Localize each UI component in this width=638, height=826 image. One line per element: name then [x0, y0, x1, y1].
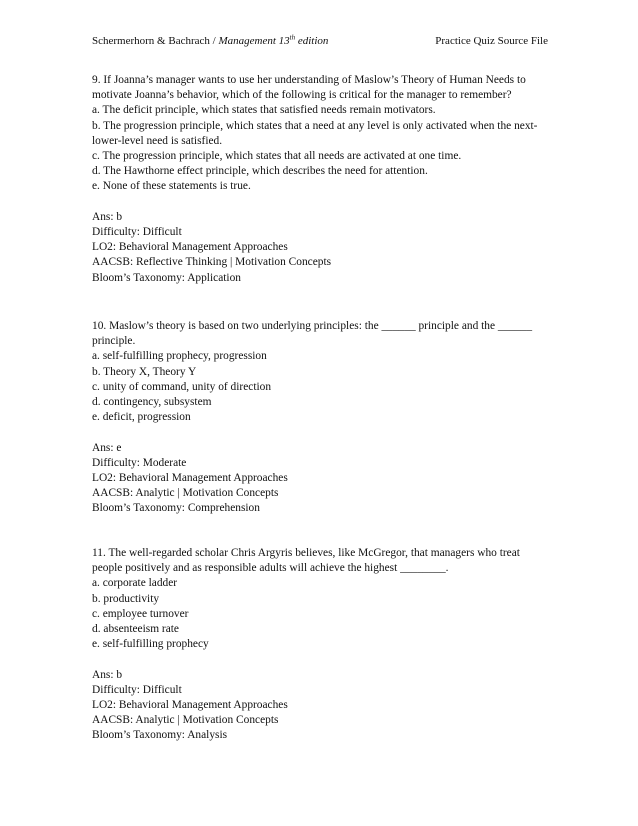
answer-option: a. corporate ladder [92, 577, 178, 590]
bloom-taxonomy: Bloom’s Taxonomy: Application [92, 271, 241, 284]
spacer [92, 425, 552, 440]
answer-option: d. The Hawthorne effect principle, which describes the need for attention. [92, 165, 428, 178]
question-stem-line: motivate Joanna’s behavior, which of the following is critical for the manager to remember? [92, 89, 512, 102]
answer-option: lower-level need is satisfied. [92, 134, 223, 147]
answer-option: d. contingency, subsystem [92, 396, 212, 409]
question-stem-line: 11. The well-regarded scholar Chris Argyris believes, like McGregor, that managers who treat [92, 547, 520, 559]
bloom-taxonomy: Bloom’s Taxonomy: Comprehension [92, 502, 260, 515]
header-book-name [218, 35, 328, 47]
header-book-title-text: Management 13 [218, 35, 290, 47]
answer-key: Ans: e [92, 441, 122, 454]
difficulty-label: Difficulty: Moderate [92, 456, 187, 469]
header-edition-sup: th [289, 33, 296, 42]
answer-key: Ans: b [92, 668, 123, 681]
aacsb-tag: AACSB: Analytic | Motivation Concepts [92, 487, 279, 500]
learning-objective: LO2: Behavioral Management Approaches [92, 699, 288, 712]
learning-objective: LO2: Behavioral Management Approaches [92, 241, 288, 254]
answer-option: c. employee turnover [92, 607, 189, 620]
learning-objective: LO2: Behavioral Management Approaches [92, 472, 288, 485]
question-stem-line: 9. If Joanna’s manager wants to use her understanding of Maslow’s Theory of Human Needs to [92, 74, 526, 86]
header-source-label: Practice Quiz Source File [435, 35, 548, 47]
bloom-taxonomy: Bloom’s Taxonomy: Analysis [92, 729, 228, 742]
spacer [92, 195, 552, 210]
answer-option: c. The progression principle, which states that all needs are activated at one time. [92, 150, 462, 163]
question-stem-line: 10. Maslow’s theory is based on two underlying principles: the ______ principle and the ______ [92, 320, 533, 332]
difficulty-label: Difficulty: Difficult [92, 683, 182, 696]
answer-option: b. productivity [92, 592, 160, 605]
answer-option: e. self-fulfilling prophecy [92, 638, 209, 651]
answer-option: b. Theory X, Theory Y [92, 365, 197, 378]
answer-option: b. The progression principle, which states that a need at any level is only activated when the next- [92, 119, 538, 132]
answer-option: e. deficit, progression [92, 411, 191, 424]
answer-option: c. unity of command, unity of direction [92, 380, 272, 393]
aacsb-tag: AACSB: Reflective Thinking | Motivation Concepts [92, 256, 332, 269]
question-stem-line: people positively and as responsible adults will achieve the highest ________. [92, 562, 449, 575]
difficulty-label: Difficulty: Difficult [92, 226, 182, 239]
answer-key: Ans: b [92, 210, 123, 223]
answer-option: d. absenteeism rate [92, 623, 179, 636]
header-book-title [92, 34, 328, 48]
question-block [92, 73, 552, 286]
answer-option: e. None of these statements is true. [92, 180, 251, 193]
aacsb-tag: AACSB: Analytic | Motivation Concepts [92, 714, 279, 727]
question-block [92, 546, 552, 744]
question-stem-line: principle. [92, 335, 136, 348]
header-authors: Schermerhorn & Bachrach / [92, 35, 219, 47]
answer-option: a. self-fulfilling prophecy, progression [92, 350, 267, 363]
question-block [92, 319, 552, 517]
header-edition-text: edition [295, 35, 329, 47]
spacer [92, 652, 552, 667]
answer-option: a. The deficit principle, which states that satisfied needs remain motivators. [92, 104, 436, 117]
